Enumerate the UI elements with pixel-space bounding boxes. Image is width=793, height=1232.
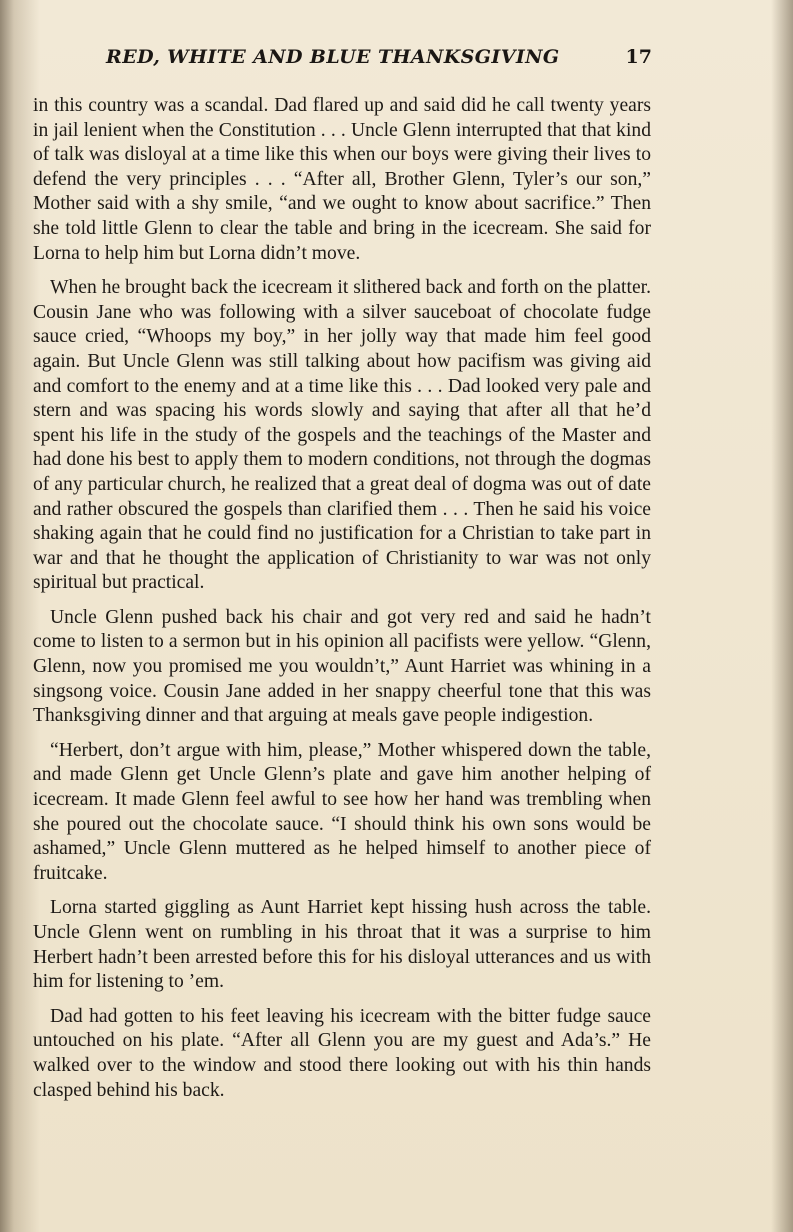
body-text [33, 94, 651, 1103]
paragraph: Uncle Glenn pushed back his chair and got very red and said he hadn’t come to listen to a sermon but in his opinion all pacifists were yellow. “Glenn, Glenn, now you promised me you wouldn’t,” Aunt Harriet was whining in a singsong voice. Cousin Jane added in her snappy cheerful tone that this was Thanksgiving dinner and that arguing at meals gave people indigestion. [33, 606, 651, 727]
paragraph-continued: in this country was a scandal. Dad flared up and said did he call twenty years in jail lenient when the Constitution . . . Uncle Glenn interrupted that that kind of talk was disloyal at a time like this when our boys were giving their lives to defend the very principles . . . “After all, Brother Glenn, Tyler’s our son,” Mother said with a shy smile, “and we ought to know about sacrifice.” Then she told little Glenn to clear the table and bring in the icecream. She said for Lorna to help him but Lorna didn’t move. [33, 95, 651, 264]
paragraph: Dad had gotten to his feet leaving his icecream with the bitter fudge sauce untouched on his plate. “After all Glenn you are my guest and Ada’s.” He walked over to the window and stood there looking out with his thin hands clasped behind his back. [33, 1005, 651, 1101]
page-header [106, 44, 652, 78]
running-title: RED, WHITE AND BLUE THANKSGIVING [106, 46, 560, 68]
page-number: 17 [625, 46, 652, 68]
paragraph: When he brought back the icecream it slithered back and forth on the platter. Cousin Jane who was following with a silver sauceboat of chocolate fudge sauce cried, “Whoops my boy,” in her jolly way that made him feel good again. But Uncle Glenn was still talking about how pacifism was giving aid and comfort to the enemy and at a time like this . . . Dad looked very pale and stern and was spacing his words slowly and saying that after all that he’d spent his life in the study of the gospels and the teachings of the Master and had done his best to apply them to modern conditions, not through the dogmas of any particular church, he realized that a great deal of dogma was out of date and rather obscured the gospels than clarified them . . . Then he said his voice shaking again that he could find no justification for a Christian to take part in war and that he thought the application of Christianity to war was not only spiritual but practical. [33, 277, 651, 594]
paragraph: “Herbert, don’t argue with him, please,” Mother whispered down the table, and made Glenn get Uncle Glenn’s plate and gave him another helping of icecream. It made Glenn feel awful to see how her hand was trembling when she poured out the chocolate sauce. “I should think his own sons would be ashamed,” Uncle Glenn muttered as he helped himself to another piece of fruitcake. [33, 739, 651, 884]
paragraph: Lorna started giggling as Aunt Harriet kept hissing hush across the table. Uncle Glenn went on rumbling in his throat that it was a surprise to him Herbert hadn’t been arrested before this for his disloyal utterances and us with him for listening to ’em. [33, 897, 651, 993]
